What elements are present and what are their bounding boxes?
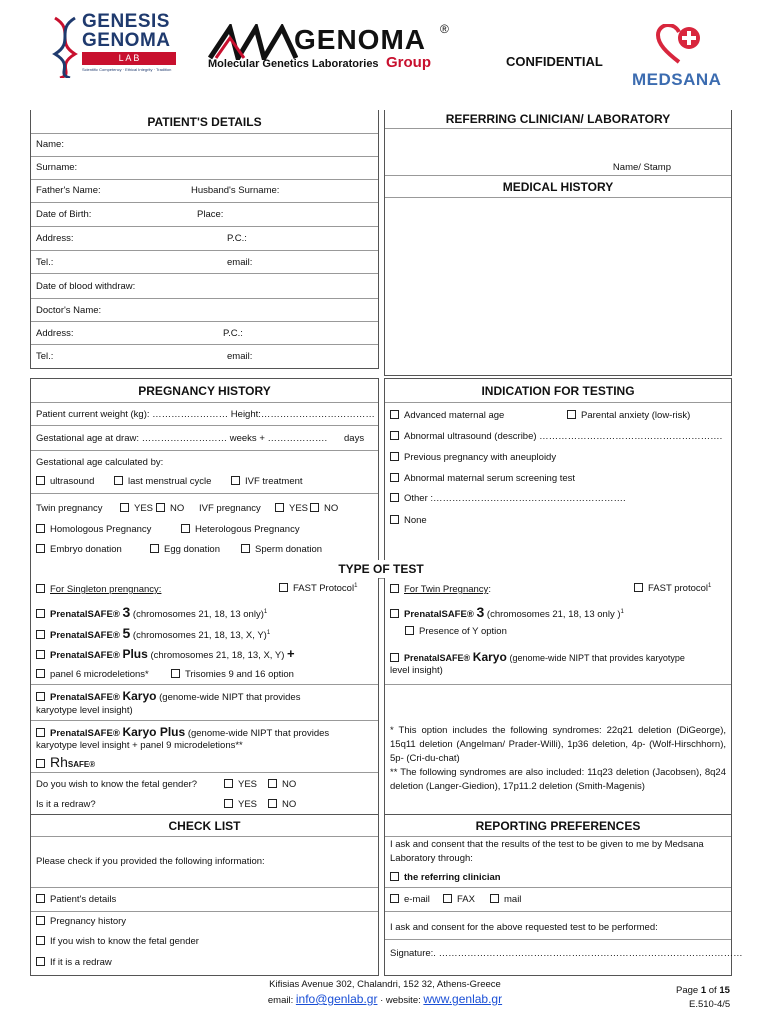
footnote-microdeletions-6: * This option includes the following syndromes: 22q21 deletion (DiGeorge), 15q11 deletion (Angelman/ Prader-Willi), 1p36 deletion, 4p- (Wolf-Hirschhorn), 5p- (Cri-du-chat): [390, 725, 726, 764]
signature-field[interactable]: Signature:. ……………………………………………………………………………………: [390, 948, 743, 959]
checklist-pregnancy-history[interactable]: Pregnancy history: [36, 916, 126, 927]
y-option-checkbox[interactable]: Presence of Y option: [405, 626, 507, 637]
checklist-section: [30, 814, 379, 976]
blood-withdraw-label: Date of blood withdraw:: [36, 281, 136, 292]
medsana-logo: [632, 24, 728, 92]
other-checkbox[interactable]: Other :…………………………………………………….: [390, 493, 626, 504]
redraw-no-checkbox[interactable]: NO: [268, 799, 296, 810]
doctor-pc-label: P.C.:: [223, 328, 243, 339]
ivf-no-checkbox[interactable]: NO: [310, 503, 338, 514]
confidential-label: CONFIDENTIAL: [506, 54, 603, 69]
name-stamp-label: Name/ Stamp: [612, 162, 671, 173]
address-label: Address:: [36, 233, 74, 244]
doctors-name-label: Doctor's Name:: [36, 305, 102, 316]
logo-genoma-text: GENOMA: [82, 30, 171, 51]
redraw-question: Is it a redraw?: [36, 799, 96, 810]
prenatalsafe-5-checkbox[interactable]: PrenatalSAFE® 5 (chromosomes 21, 18, 13, X, Y)$^1$: [36, 625, 270, 641]
footer-email-link[interactable]: info@genlab.gr: [295, 992, 378, 1006]
sperm-donation-checkbox[interactable]: Sperm donation: [241, 544, 322, 555]
heart-cross-icon: [656, 24, 702, 64]
ivf-yes-checkbox[interactable]: YES: [275, 503, 308, 514]
footnote-microdeletions-9: ** The following syndromes are also included: 11q23 deletion (Jacobsen), 8q24 deletion (Langer-Giedion), 17p11.2 deletion (Smith-Magenis): [390, 767, 726, 792]
twin-pregnancy-label: Twin pregnancy: [36, 503, 103, 514]
parental-anxiety-checkbox[interactable]: Parental anxiety (low-risk): [567, 410, 690, 421]
gest-calc-label: Gestational age calculated by:: [36, 457, 164, 468]
type-of-test-title: TYPE OF TEST: [338, 562, 424, 576]
checklist-patient-details[interactable]: Patient's details: [36, 894, 116, 905]
panel6-checkbox[interactable]: panel 6 microdeletions*: [36, 669, 149, 680]
abnormal-ultrasound-checkbox[interactable]: Abnormal ultrasound (describe) ………………………………………………….: [390, 431, 722, 442]
medsana-text: MEDSANA: [632, 70, 722, 89]
dna-helix-icon: [50, 16, 80, 78]
gender-yes-checkbox[interactable]: YES: [224, 779, 257, 790]
footer-website-link[interactable]: www.genlab.gr: [423, 992, 503, 1006]
checklist-title: CHECK LIST: [168, 819, 241, 833]
fast-protocol-checkbox[interactable]: FAST Protocol$^1$: [279, 583, 357, 594]
embryo-donation-checkbox[interactable]: Embryo donation: [36, 544, 122, 555]
genoma-group-logo: [208, 22, 453, 76]
patient-details-section: [30, 110, 379, 369]
twin-prenatalsafe-3-checkbox[interactable]: PrenatalSAFE® 3 (chromosomes 21, 18, 13 only )$^1$: [390, 604, 624, 620]
surname-label: Surname:: [36, 162, 78, 173]
karyo-plus-desc-line2: karyotype level insight + panel 9 microdeletions**: [36, 740, 243, 751]
redraw-yes-checkbox[interactable]: YES: [224, 799, 257, 810]
fast-protocol-twin-checkbox[interactable]: FAST protocol$^1$: [634, 583, 711, 594]
logo-genesis-text: GENESIS: [82, 11, 170, 32]
mail-checkbox[interactable]: mail: [490, 894, 521, 905]
indication-title: INDICATION FOR TESTING: [481, 384, 635, 398]
egg-donation-checkbox[interactable]: Egg donation: [150, 544, 220, 555]
reporting-consent-text: I ask and consent that the results of the test to be given to me by Medsana Laboratory through:: [390, 839, 704, 864]
logo-genoma-group-name: GENOMA: [294, 24, 426, 55]
singleton-checkbox[interactable]: For Singleton prengnancy:: [36, 584, 161, 595]
form-code: E.510-4/5: [689, 999, 731, 1010]
reporting-section: [384, 814, 743, 976]
fax-checkbox[interactable]: FAX: [443, 894, 475, 905]
weight-height-field[interactable]: Patient current weight (kg): …………………… Height:………………………………: [36, 409, 375, 420]
logo-registered: ®: [440, 22, 449, 36]
logo-group-word: Group: [386, 54, 431, 71]
genoma-waves-icon: [208, 24, 298, 60]
email-label: email:: [227, 257, 253, 268]
logo-subtitle: Molecular Genetics Laboratories: [208, 58, 379, 70]
name-label: Name:: [36, 139, 64, 150]
gestational-age-field[interactable]: Gestational age at draw: ……………………… weeks + ……………….: [36, 433, 328, 444]
reporting-title: REPORTING PREFERENCES: [475, 819, 641, 833]
genesis-genoma-logo: [50, 12, 180, 80]
patient-details-title: PATIENT'S DETAILS: [147, 115, 262, 129]
medical-history-title: MEDICAL HISTORY: [502, 180, 614, 194]
page-number: Page 1 of 15: [676, 985, 730, 996]
footer-website-label: · website:: [380, 995, 421, 1006]
tel-label: Tel.:: [36, 257, 54, 268]
twin-karyo-desc-line2: level insight): [390, 665, 443, 676]
type-of-test-right: [384, 578, 732, 815]
trisomies-checkbox[interactable]: Trisomies 9 and 16 option: [171, 669, 294, 680]
footer-contact: [0, 992, 770, 1006]
logo-lab-text: L A B: [82, 52, 176, 65]
checklist-fetal-gender[interactable]: If you wish to know the fetal gender: [36, 936, 199, 947]
fathers-name-label: Father's Name:: [36, 185, 101, 196]
homologous-checkbox[interactable]: Homologous Pregnancy: [36, 524, 151, 535]
ivf-pregnancy-label: IVF pregnancy: [199, 503, 261, 514]
none-checkbox[interactable]: None: [390, 515, 427, 526]
ivf-treatment-checkbox[interactable]: IVF treatment: [231, 476, 303, 487]
indication-section: [384, 378, 732, 562]
ultrasound-checkbox[interactable]: ultrasound: [36, 476, 94, 487]
dob-label: Date of Birth:: [36, 209, 92, 220]
pregnancy-history-title: PREGNANCY HISTORY: [138, 384, 271, 398]
lmp-checkbox[interactable]: last menstrual cycle: [114, 476, 211, 487]
place-label: Place:: [197, 209, 224, 220]
twin-no-checkbox[interactable]: NO: [156, 503, 184, 514]
prenatalsafe-karyo-plus-checkbox[interactable]: PrenatalSAFE® Karyo Plus (genome-wide NIPT that provides: [36, 725, 329, 739]
twin-pregnancy-checkbox[interactable]: For Twin Pregnancy:: [390, 584, 491, 595]
prenatalsafe-3-checkbox[interactable]: PrenatalSAFE® 3 (chromosomes 21, 18, 13 only)$^1$: [36, 604, 267, 620]
twin-yes-checkbox[interactable]: YES: [120, 503, 153, 514]
fetal-gender-question: Do you wish to know the fetal gender?: [36, 779, 198, 790]
referring-clinician-section: [384, 110, 732, 376]
husbands-surname-label: Husband's Surname:: [191, 185, 280, 196]
doctor-email-label: email:: [227, 351, 253, 362]
twin-prenatalsafe-karyo-checkbox[interactable]: PrenatalSAFE® Karyo (genome-wide NIPT that provides karyotype: [390, 650, 685, 664]
advanced-age-checkbox[interactable]: Advanced maternal age: [390, 410, 504, 421]
test-consent-text: I ask and consent for the above requested test to be performed:: [390, 922, 658, 933]
type-of-test-left: [30, 578, 379, 815]
rhsafe-checkbox[interactable]: RhSAFE®: [36, 754, 95, 770]
checklist-redraw[interactable]: If it is a redraw: [36, 957, 112, 968]
karyo-desc-line2: karyotype level insight): [36, 705, 133, 716]
prenatalsafe-karyo-checkbox[interactable]: PrenatalSAFE® Karyo (genome-wide NIPT that provides: [36, 689, 300, 703]
email-checkbox[interactable]: e-mail: [390, 894, 430, 905]
serum-screening-checkbox[interactable]: Abnormal maternal serum screening test: [390, 473, 575, 484]
gender-no-checkbox[interactable]: NO: [268, 779, 296, 790]
pc-label: P.C.:: [227, 233, 247, 244]
doctor-address-label: Address:: [36, 328, 74, 339]
doctor-tel-label: Tel.:: [36, 351, 54, 362]
type-of-test-header: [30, 560, 732, 579]
checklist-intro: Please check if you provided the following information:: [36, 856, 265, 867]
footer-address: Kifisias Avenue 302, Chalandri, 152 32, Athens-Greece: [269, 979, 501, 990]
heterologous-checkbox[interactable]: Heterologous Pregnancy: [181, 524, 300, 535]
logo-tagline: Scientific Competency · Ethical Integrity · Tradition: [82, 67, 172, 72]
referring-clinician-checkbox[interactable]: the referring clinician: [390, 872, 501, 883]
footer-email-label: email:: [267, 995, 294, 1006]
pregnancy-history-section: [30, 378, 379, 562]
referring-title: REFERRING CLINICIAN/ LABORATORY: [445, 112, 671, 126]
days-label: days: [344, 433, 365, 444]
prenatalsafe-plus-checkbox[interactable]: PrenatalSAFE® Plus (chromosomes 21, 18, 13, X, Y) +: [36, 646, 295, 661]
previous-pregnancy-checkbox[interactable]: Previous pregnancy with aneuploidy: [390, 452, 556, 463]
